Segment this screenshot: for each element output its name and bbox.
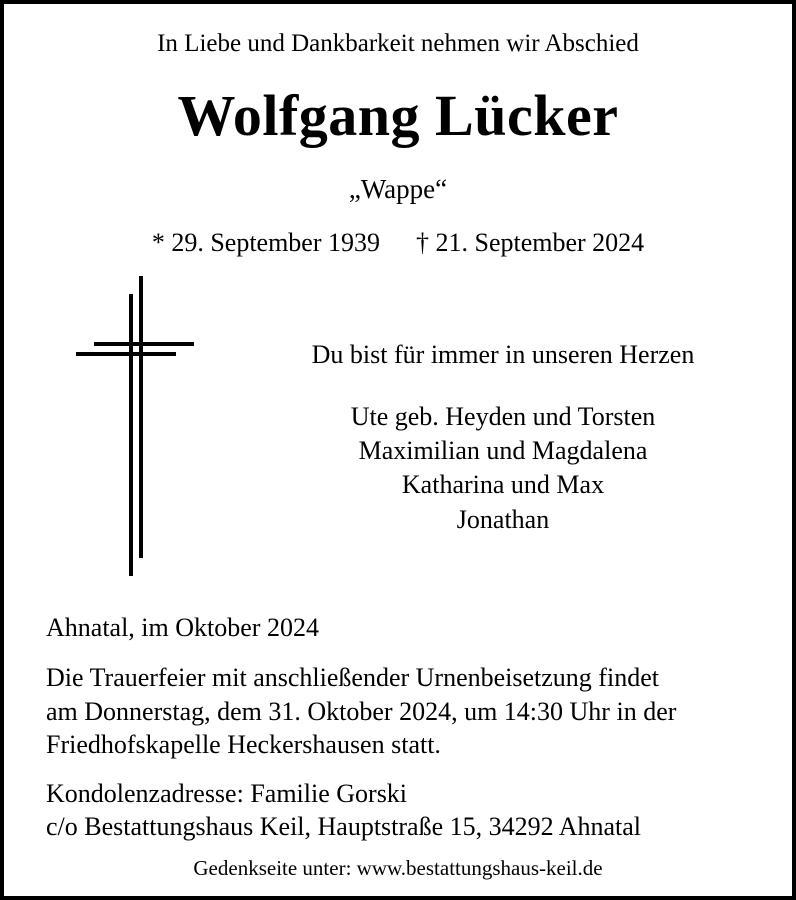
memorial-page-link[interactable]: Gedenkseite unter: www.bestattungshaus-keil.de — [193, 856, 603, 880]
deceased-name: Wolfgang Lücker — [177, 83, 619, 148]
cross-icon — [76, 276, 194, 582]
mourner-line: Katharina und Max — [401, 470, 605, 499]
condolence-line: Kondolenzadresse: Familie Gorski — [46, 779, 408, 808]
birth-date: * 29. September 1939 — [151, 228, 380, 257]
mourner-line: Ute geb. Heyden und Torsten — [350, 402, 656, 431]
ceremony-line: am Donnerstag, dem 31. Oktober 2024, um 14:30 Uhr in der — [46, 697, 677, 726]
mourner-line: Jonathan — [456, 505, 550, 534]
nickname: „Wappe“ — [348, 174, 448, 204]
place-date: Ahnatal, im Oktober 2024 — [46, 613, 319, 642]
ceremony-line: Die Trauerfeier mit anschließender Urnenbeisetzung findet — [46, 663, 659, 692]
mourner-line: Maximilian und Magdalena — [358, 436, 648, 465]
life-dates — [0, 228, 796, 258]
intro-line: In Liebe und Dankbarkeit nehmen wir Abschied — [157, 30, 639, 57]
motto: Du bist für immer in unseren Herzen — [311, 340, 695, 369]
ceremony-line: Friedhofskapelle Heckershausen statt. — [46, 730, 441, 759]
condolence-line: c/o Bestattungshaus Keil, Hauptstraße 15, 34292 Ahnatal — [46, 812, 642, 841]
death-date: † 21. September 2024 — [416, 228, 645, 257]
